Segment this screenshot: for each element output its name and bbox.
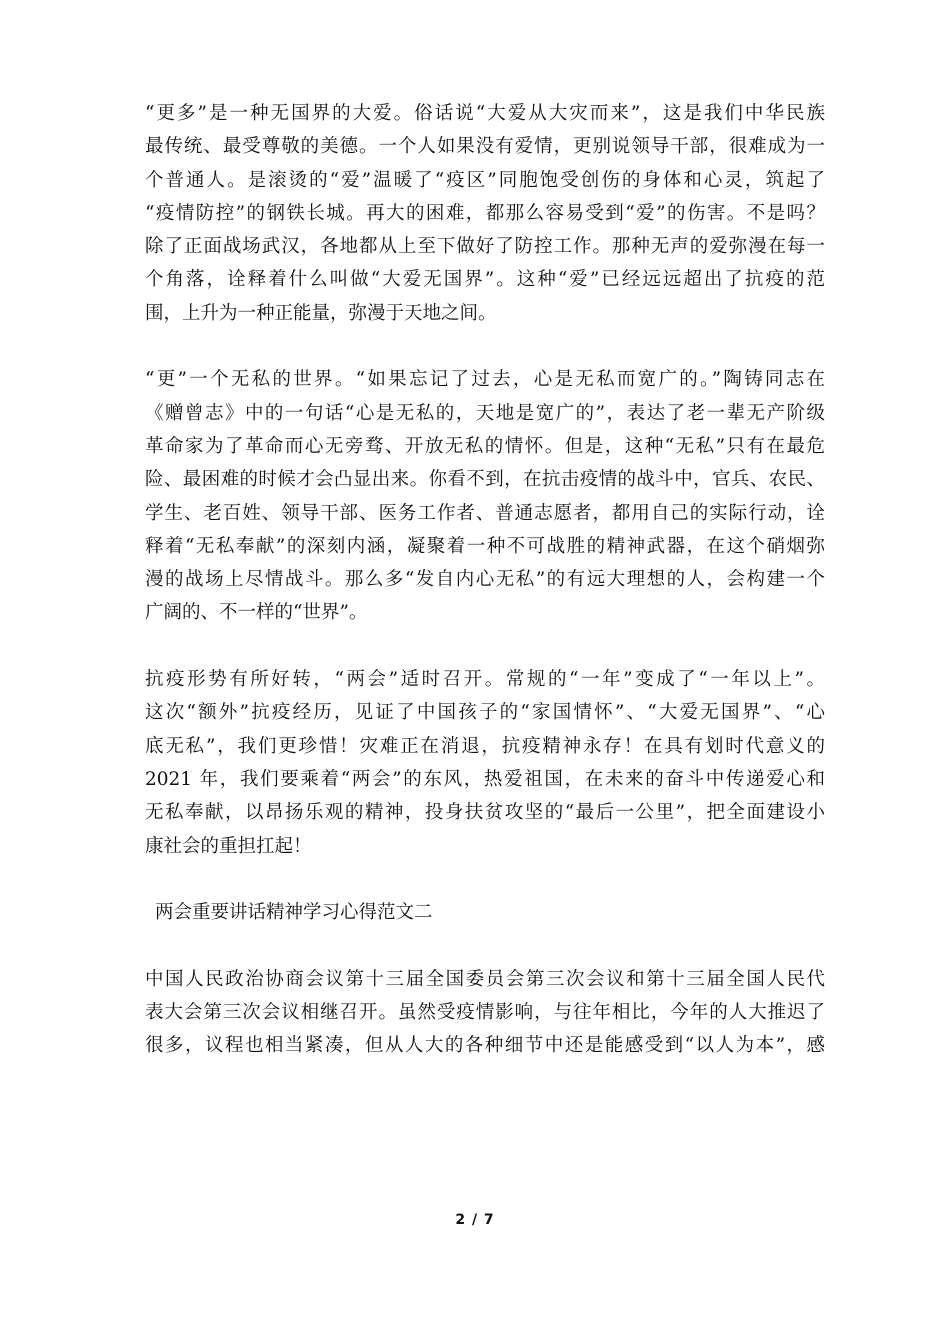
text-line: 表大会第三次会议相继召开。虽然受疫情影响，与往年相比，今年的人大推迟了: [145, 1002, 825, 1024]
text-line: 围，上升为一种正能量，弥漫于天地之间。: [145, 302, 497, 324]
text-line: “更多”是一种无国界的大爱。俗话说“大爱从大灾而来”，这是我们中华民族: [145, 103, 825, 124]
text-line: 康社会的重担扛起！: [145, 835, 312, 857]
text-line: 这次“额外”抗疫经历，见证了中国孩子的“家国情怀”、“大爱无国界”、“心: [145, 702, 825, 724]
text-line: 无私奉献，以昂扬乐观的精神，投身扶贫攻坚的“最后一公里”，把全面建设小: [145, 802, 825, 824]
text-line: 漫的战场上尽情战斗。那么多“发自内心无私”的有远大理想的人，会构建一个: [145, 569, 825, 591]
text-line: 释着“无私奉献”的深刻内涵，凝聚着一种不可战胜的精神武器，在这个硝烟弥: [145, 535, 825, 557]
page-number: 2 / 7: [455, 1212, 495, 1228]
paragraph-3: [145, 663, 825, 863]
text-line: “疫情防控”的钢铁长城。再大的困难，都那么容易受到“爱”的伤害。不是吗？: [145, 202, 825, 224]
document-page: [145, 97, 825, 1063]
text-line: 个普通人。是滚烫的“爱”温暖了“疫区”同胞饱受创伤的身体和心灵，筑起了: [145, 169, 825, 191]
paragraph-spacer: [145, 863, 825, 896]
text-line: 抗疫形势有所好转，“两会”适时召开。常规的“一年”变成了“一年以上”。: [145, 669, 825, 691]
text-line: 革命家为了革命而心无旁骛、开放无私的情怀。但是，这种“无私”只有在最危: [145, 435, 825, 457]
text-line: 险、最困难的时候才会凸显出来。你看不到，在抗击疫情的战斗中，官兵、农民、: [145, 469, 825, 491]
text-line: 2021 年，我们要乘着“两会”的东风，热爱祖国，在未来的奋斗中传递爱心和: [145, 768, 825, 790]
text-line: 《赠曾志》中的一句话“心是无私的，天地是宽广的”，表达了老一辈无产阶级: [145, 402, 825, 424]
text-line: 底无私”，我们更珍惜！灾难正在消退，抗疫精神永存！在具有划时代意义的: [145, 735, 825, 757]
text-line: 中国人民政治协商会议第十三届全国委员会第三次会议和第十三届全国人民代: [145, 968, 825, 990]
text-line: “更”一个无私的世界。“如果忘记了过去，心是无私而宽广的。”陶铸同志在: [145, 369, 825, 391]
paragraph-spacer: [145, 929, 825, 962]
paragraph-4: [145, 963, 825, 1063]
paragraph-spacer: [145, 630, 825, 663]
section-heading: 两会重要讲话精神学习心得范文二: [155, 902, 433, 924]
text-line: 广阔的、不一样的“世界”。: [145, 602, 368, 624]
text-line: 个角落，诠释着什么叫做“大爱无国界”。这种“爱”已经远远超出了抗疫的范: [145, 269, 825, 291]
text-line: 很多，议程也相当紧凑，但从人大的各种细节中还是能感受到“以人为本”，感: [145, 1035, 825, 1057]
paragraph-1: [145, 97, 825, 330]
paragraph-2: [145, 363, 825, 629]
text-line: 最传统、最受尊敬的美德。一个人如果没有爱情，更别说领导干部，很难成为一: [145, 136, 825, 158]
text-line: 学生、老百姓、领导干部、医务工作者、普通志愿者，都用自己的实际行动，诠: [145, 502, 825, 524]
paragraph-spacer: [145, 330, 825, 363]
text-line: 除了正面战场武汉，各地都从上至下做好了防控工作。那种无声的爱弥漫在每一: [145, 236, 825, 258]
